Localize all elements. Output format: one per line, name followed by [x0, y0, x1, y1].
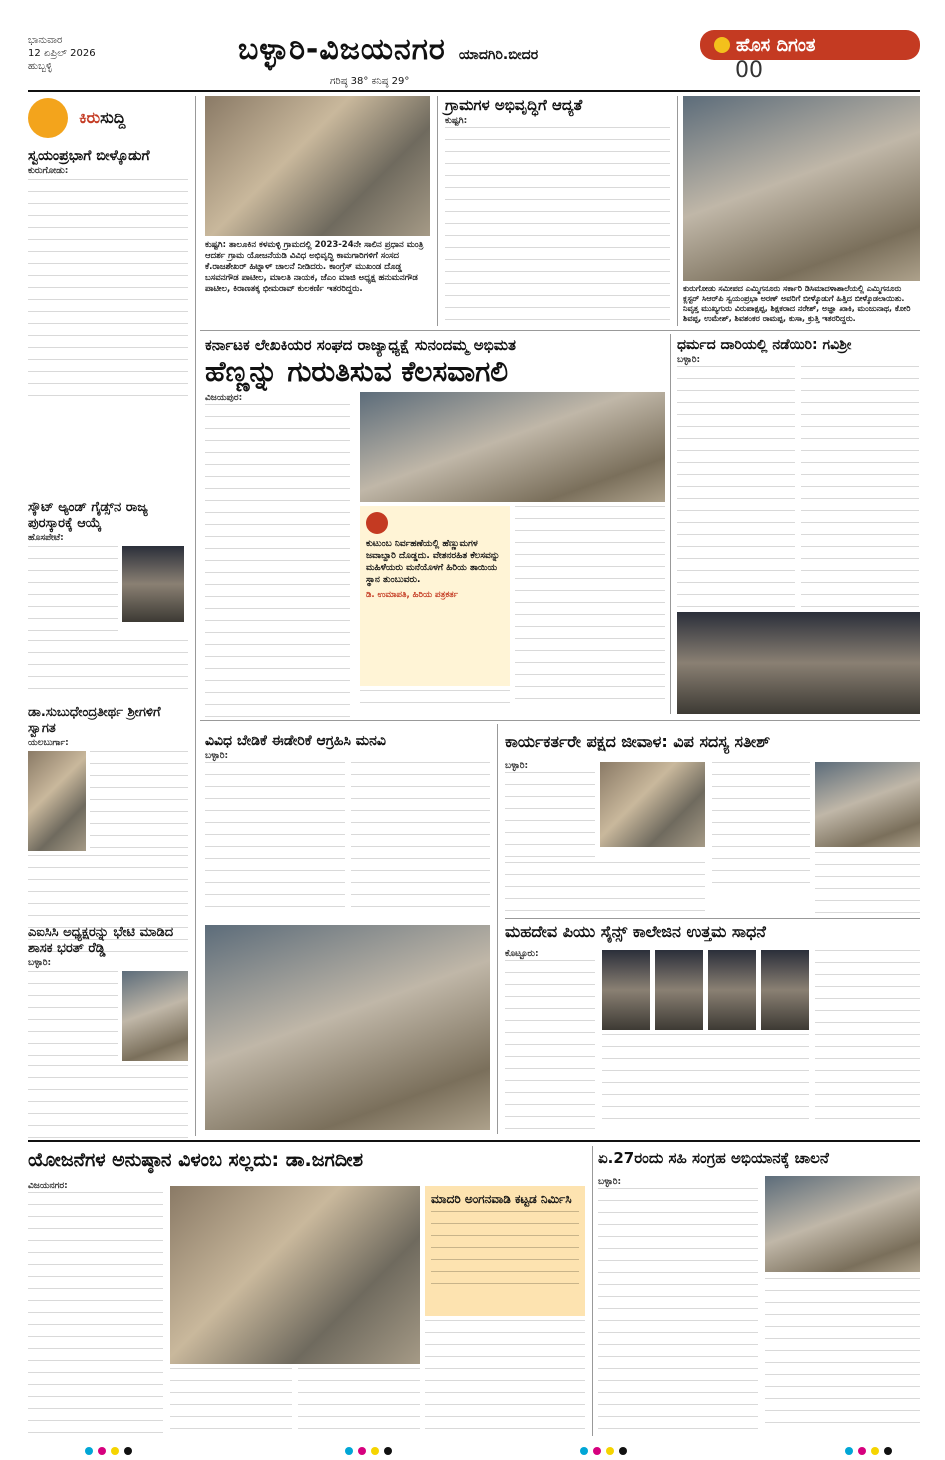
lead-body-col1 — [205, 404, 350, 719]
gavishri-event-photo — [677, 612, 920, 714]
left-column-rule — [195, 96, 196, 1136]
emmiganur-school-photo — [683, 96, 920, 281]
scout-student-photo — [122, 546, 184, 622]
brief-3-dateline: ಯಲಬುರ್ಗಾ: — [28, 738, 69, 748]
party-meeting-photo-1 — [600, 762, 705, 847]
top-story-2 — [445, 96, 670, 327]
emmiganur-caption: ಕುರುಗೋಡು ಸಮೀಪದ ಎಮ್ಮಿಗನೂರು ಸರ್ಕಾರಿ ಡಿಸಿಮಾದಳಾಶಾಲೆಯಲ್ಲಿ ಎಮ್ಮಿಗನೂರು ಕ್ಲಸ್ಟರ್ ಸಿಆರ್‌ಪಿ ಸ್ವಯಂಪ್ರಭಾ ಅರಣ್ ಅವರಿಗೆ ಬೀಳ್ಕೊಡುಗೆ ಹಿತ್ತಿದ ಬೀಳ್ಕೊಡಲಾಯಿತು. ನಿವೃತ್ತ ಮುಖ್ಯಗುರು ವಿರುಪಾಕ್ಷಪ್ಪ, ಶಿಕ್ಷಕರಾದ ನರೇಶ್, ಅಜ್ಞಾ ಖಾಕಿ, ಮಂಜುನಾಥ, ಕೋರಿ ಶಿವಪ್ಪ, ಉಮೇಶ್, ಶಿವಶಂಕರ ರಾಮಪ್ಪ, ಕುಸಾ, ಕ್ರುತ್ತಿ ಇತರರಿದ್ದರು. — [683, 284, 911, 323]
lead-story — [205, 336, 665, 389]
kushtagi-event-photo — [205, 96, 430, 236]
mid-story-1 — [205, 732, 490, 917]
mid-story-3-headline: ಮಹದೇವ ಪಿಯು ಸೈನ್ಸ್ ಕಾಲೇಜಿನ ಉತ್ತಮ ಸಾಧನೆ — [505, 922, 766, 941]
kiru-prefix: ಕಿರು — [79, 108, 101, 127]
paper-logo[interactable] — [700, 30, 920, 60]
header-dateline — [28, 34, 96, 73]
top-story-2-dateline: ಕುಷ್ಟಗಿ: — [445, 116, 468, 126]
brief-1-dateline: ಕುರುಗೋಡು: — [28, 166, 69, 176]
sun-icon — [714, 37, 730, 53]
bottom-story-1 — [28, 1148, 588, 1172]
bottom-story-1-dateline: ವಿಜಯನಗರ: — [28, 1181, 68, 1191]
mla-meeting-photo — [122, 971, 188, 1061]
kiru-suffix: ಸುದ್ದಿ — [100, 108, 126, 127]
lead-body-col3 — [515, 506, 665, 706]
anganwadi-box — [425, 1186, 585, 1316]
brief-1-body — [28, 179, 188, 399]
brief-2-headline: ಸ್ಕೌಟ್ ಅ್ಯಂಡ್ ಗೈಡ್ಸ್‌ನ ರಾಜ್ಯ ಪುರಸ್ಕಾರಕ್ಕೆ ಆಯ್ಕೆ — [28, 500, 148, 531]
masthead-subtitle: ಯಾದಗಿರಿ.ಬೀದರ — [458, 47, 539, 63]
quote-text: ಕುಟುಂಬ ನಿರ್ವಹಣೆಯಲ್ಲಿ ಹೆಣ್ಣುಮಗಳ ಜವಾಬ್ದಾರಿ ದೊಡ್ಡದು. ವೇತನರಹಿತ ಕೆಲಸವನ್ನು ಮಹಿಳೆಯರು ಮನೆಯೊಳಗೆ ಹಿರಿಯ ತಾಯಿಯ ಸ್ಥಾನ ತುಂಬುವರು. — [366, 539, 500, 585]
brief-story-2 — [28, 500, 188, 700]
header-date: 12 ಏಪ್ರಿಲ್ 2026 — [28, 48, 96, 59]
mid-story-3-dateline: ಕೊಟ್ಟೂರು: — [505, 949, 539, 959]
page-number: 00 — [735, 58, 763, 83]
brief-story-1 — [28, 148, 188, 399]
student-photo-3 — [708, 950, 756, 1030]
brief-2-body — [28, 546, 118, 636]
mid-story-2-dateline: ಬಳ್ಳಾರಿ: — [505, 761, 529, 771]
top-story-2-headline: ಗ್ರಾಮಗಳ ಅಭಿವೃದ್ಧಿಗೆ ಆದ್ಯತೆ — [445, 96, 583, 114]
brief-1-headline: ಸ್ವಯಂಪ್ರಭಾಗೆ ಬೀಳ್ಕೊಡುಗೆ — [28, 148, 150, 164]
masthead — [238, 32, 678, 78]
student-photo-2 — [655, 950, 703, 1030]
top-story-2-body — [445, 127, 670, 327]
registration-dots-3 — [580, 1440, 627, 1459]
brief-story-4 — [28, 925, 188, 1147]
mid-story-1-headline: ವಿವಿಧ ಬೇಡಿಕೆ ಈಡೇರಿಕೆ ಆಗ್ರಹಿಸಿ ಮನವಿ — [205, 733, 386, 749]
registration-dots-4 — [845, 1440, 892, 1459]
bottom-story-2 — [598, 1148, 920, 1168]
party-meeting-photo-2 — [815, 762, 920, 847]
bottom-story-1-headline: ಯೋಜನೆಗಳ ಅನುಷ್ಠಾನ ವಿಳಂಬ ಸಲ್ಲದು: ಡಾ.ಜಗದೀಶ — [28, 1149, 363, 1171]
quote-mark-icon — [366, 512, 388, 534]
student-photo-1 — [602, 950, 650, 1030]
kiru-suddi-label — [28, 98, 188, 142]
quote-byline: ಡಿ. ಉಮಾಪತಿ, ಹಿರಿಯ ಪತ್ರಕರ್ತ — [366, 590, 459, 600]
registration-dots-1 — [85, 1440, 132, 1459]
hand-icon — [28, 98, 68, 138]
paper-name: ಹೊಸ ದಿಗಂತ — [736, 34, 816, 56]
masthead-title: ಬಳ್ಳಾರಿ-ವಿಜಯನಗರ — [238, 32, 446, 67]
header-city: ಹುಬ್ಬಳ್ಳಿ — [28, 61, 53, 72]
registration-dots-2 — [345, 1440, 392, 1459]
right-top-headline: ಧರ್ಮದ ದಾರಿಯಲ್ಲಿ ನಡೆಯಿರಿ: ಗವಿಶ್ರೀ — [677, 337, 852, 353]
kushtagi-caption: ಕುಷ್ಟಗಿ: ತಾಲೂಕಿನ ಕಳಮಳ್ಳಿ ಗ್ರಾಮದಲ್ಲಿ 2023-24ನೇ ಸಾಲಿನ ಪ್ರಧಾನ ಮಂತ್ರಿ ಆದರ್ಶ ಗ್ರಾಮ ಯೋಜನೆಯಡಿ ವಿವಿಧ ಅಭಿವೃದ್ಧಿ ಕಾಮಗಾರಿಗಳಿಗೆ ಸಂಸದ ಕೆ.ರಾಜಶೇಖರ್ ಹಿಟ್ನಾಳ್ ಚಾಲನೆ ನೀಡಿದರು. ಕಾಂಗ್ರೆಸ್ ಮುಖಂಡ ದೊಡ್ಡ ಬಸವನಗೌಡ ಪಾಟೀಲ, ಮಾಲತಿ ನಾಯಕ, ಜೆಎಂ ಮಾಜಿ ಅಧ್ಯಕ್ಷ ಹನುಮನಗೌಡ ಪಾಟೀಲ, ಕಿರಾಣತಕ್ಕ ಭೀಮರಾವ್ ಕುಲಕರ್ಣಿ ಇತರರಿದ್ದರು. — [205, 240, 424, 294]
header-rule — [28, 90, 920, 92]
quote-box — [360, 506, 510, 686]
header-day: ಭಾನುವಾರ — [28, 35, 63, 46]
swamiji-photo — [28, 751, 86, 851]
lead-dateline: ವಿಜಯಪುರ: — [205, 393, 243, 403]
signature-campaign-photo — [765, 1176, 920, 1272]
lead-photo — [360, 392, 665, 502]
brief-2-dateline: ಹೊಸಪೇಟೆ: — [28, 533, 64, 543]
bottom-story-2-headline: ಏ.27ರಂದು ಸಹಿ ಸಂಗ್ರಹ ಅಭಿಯಾನಕ್ಕೆ ಚಾಲನೆ — [598, 1149, 829, 1167]
student-photo-4 — [761, 950, 809, 1030]
mid-story-2-headline: ಕಾರ್ಯಕರ್ತರೇ ಪಕ್ಷದ ಜೀವಾಳ: ವಿಪ ಸದಸ್ಯ ಸತೀಶ್ — [505, 732, 771, 751]
mid-story-1-dateline: ಬಳ್ಳಾರಿ: — [205, 751, 229, 761]
lead-kicker: ಕರ್ನಾಟಕ ಲೇಖಕಿಯರ ಸಂಘದ ರಾಜ್ಯಾಧ್ಯಕ್ಷೆ ಸುನಂದಮ್ಮ ಅಭಿಮತ — [205, 336, 516, 354]
brief-3-headline: ಡಾ.ಸುಬುಧೇಂದ್ರತೀರ್ಥ ಶ್ರೀಗಳಿಗೆ ಸ್ವಾಗತ — [28, 705, 161, 736]
weather-readout: ಗರಿಷ್ಠ 38° ಕನಿಷ್ಠ 29° — [330, 76, 410, 87]
brief-4-headline: ಎಐಸಿಸಿ ಅಧ್ಯಕ್ಷರನ್ನು ಭೇಟಿ ಮಾಡಿದ ಶಾಸಕ ಭರತ್ ರೆಡ್ಡಿ — [28, 925, 174, 956]
mid-story-2 — [505, 732, 920, 752]
bottom-story-2-dateline: ಬಳ್ಳಾರಿ: — [598, 1177, 622, 1187]
lead-headline: ಹೆಣ್ಣನ್ನು ಗುರುತಿಸುವ ಕೆಲಸವಾಗಲಿ — [205, 355, 509, 388]
right-top-story — [677, 336, 920, 621]
anganwadi-headline: ಮಾದರಿ ಅಂಗನವಾಡಿ ಕಟ್ಟಡ ನಿರ್ಮಿಸಿ — [431, 1192, 572, 1206]
brief-story-3 — [28, 705, 188, 955]
memorandum-photo — [205, 925, 490, 1130]
mid-story-3 — [505, 922, 920, 942]
right-top-dateline: ಬಳ್ಳಾರಿ: — [677, 355, 701, 365]
brief-4-dateline: ಬಳ್ಳಾರಿ: — [28, 958, 52, 968]
review-meeting-photo — [170, 1186, 420, 1364]
